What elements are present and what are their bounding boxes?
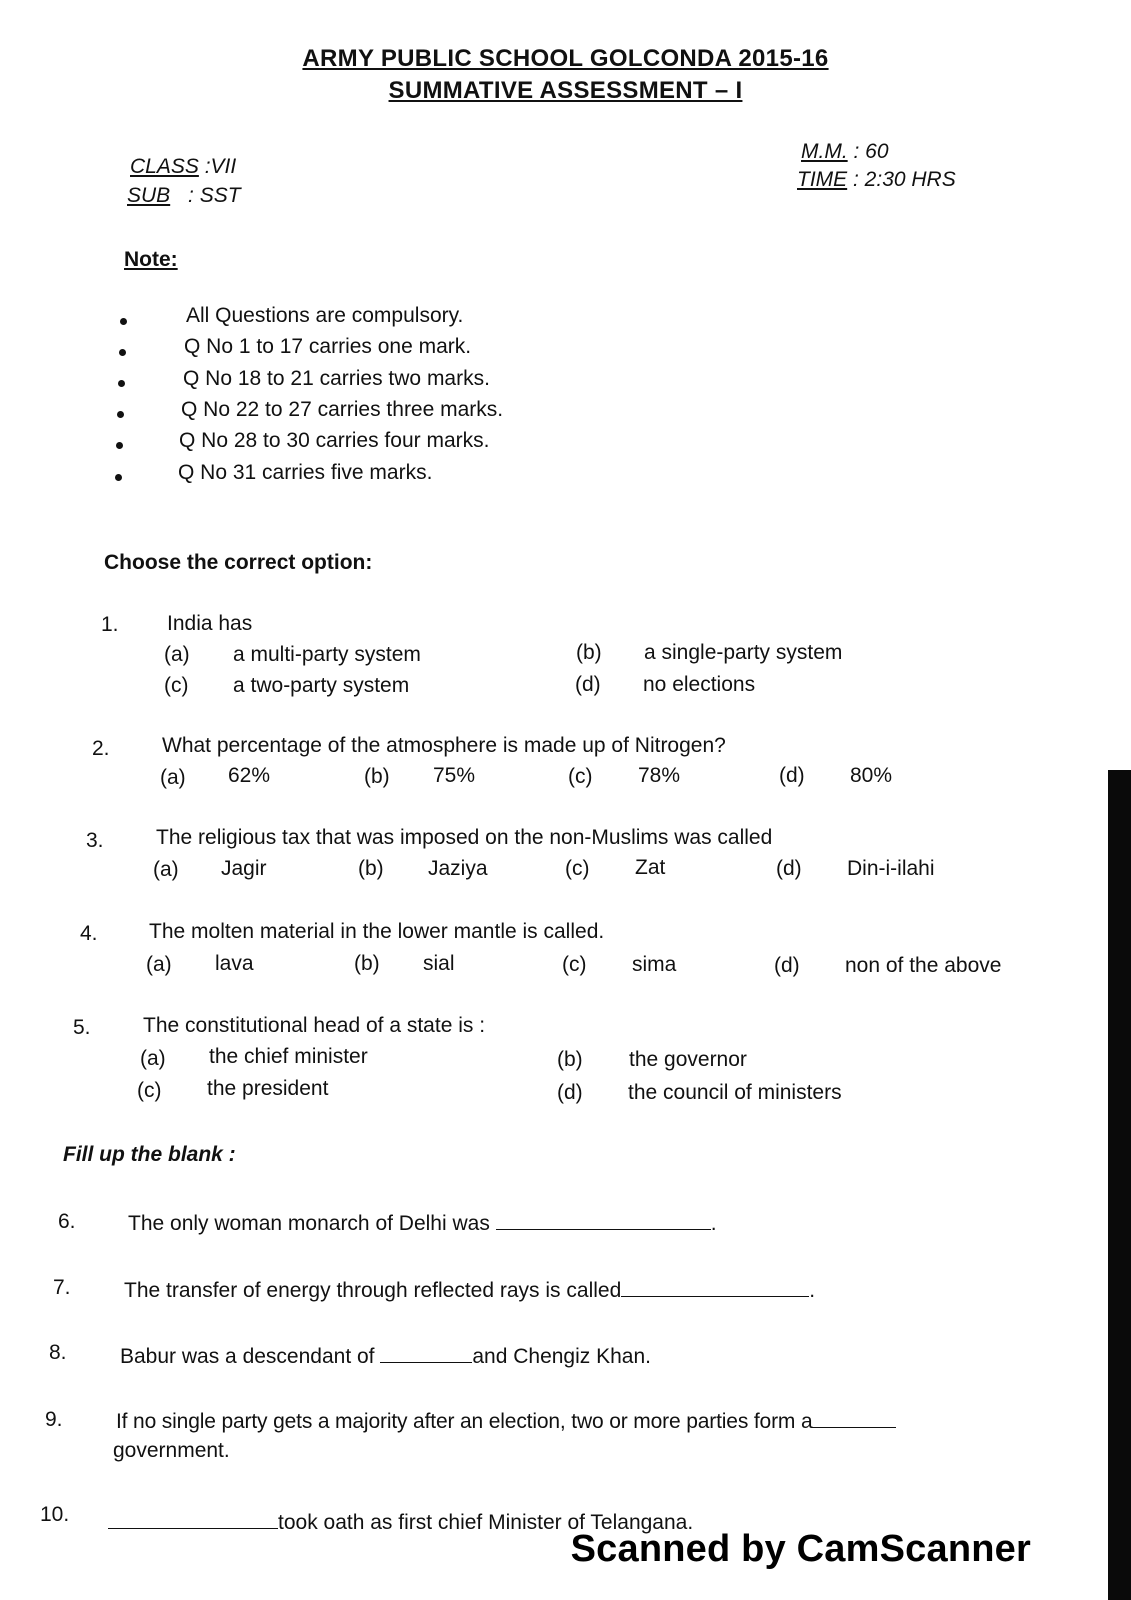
- option-key: (b): [557, 1048, 583, 1071]
- option-text: non of the above: [845, 954, 1002, 977]
- class-line: [130, 155, 236, 179]
- exam-title: SUMMATIVE ASSESSMENT – I: [388, 77, 743, 104]
- option-text: the council of ministers: [628, 1081, 842, 1104]
- question-number: 7.: [53, 1276, 71, 1299]
- class-value: :VII: [204, 155, 237, 178]
- option-key: (a): [153, 858, 179, 881]
- question-text: If no single party gets a majority after an election, two or more parties form a: [116, 1410, 813, 1433]
- option-text: Din-i-ilahi: [847, 857, 935, 880]
- fill-heading: Fill up the blank :: [63, 1143, 236, 1166]
- option-text: a single-party system: [644, 641, 843, 664]
- option-text: lava: [215, 952, 254, 975]
- note-item: Q No 18 to 21 carries two marks.: [183, 367, 490, 390]
- note-item: Q No 31 carries five marks.: [178, 461, 433, 484]
- question-number: 2.: [92, 737, 110, 760]
- option-text: Jagir: [221, 857, 267, 880]
- class-label: CLASS: [130, 155, 199, 178]
- subject-label: SUB: [127, 184, 171, 207]
- option-key: (d): [776, 857, 802, 880]
- bullet-icon: [116, 442, 123, 449]
- question-text: Babur was a descendant of: [120, 1345, 375, 1368]
- question-text: The constitutional head of a state is :: [143, 1014, 486, 1037]
- option-text: sima: [632, 953, 677, 976]
- option-text: Jaziya: [428, 857, 488, 880]
- question-text: The molten material in the lower mantle is called.: [149, 920, 605, 943]
- question-number: 3.: [86, 829, 104, 852]
- camscanner-watermark: Scanned by CamScanner: [570, 1528, 1031, 1570]
- option-key: (c): [164, 674, 189, 697]
- fill-question: [116, 1407, 896, 1434]
- bullet-icon: [115, 474, 122, 481]
- option-key: (c): [565, 857, 590, 880]
- question-number: 10.: [40, 1503, 70, 1526]
- note-item: All Questions are compulsory.: [186, 304, 464, 327]
- option-key: (a): [160, 766, 186, 789]
- option-text: the president: [207, 1077, 329, 1100]
- answer-blank: [108, 1508, 278, 1529]
- time-line: [797, 168, 956, 192]
- question-text-end: .: [710, 1212, 717, 1235]
- question-text-end: .: [809, 1279, 816, 1302]
- subject-line: [127, 184, 241, 208]
- question-number: 8.: [49, 1341, 67, 1364]
- question-text-line2: government.: [113, 1439, 230, 1462]
- option-text: 78%: [638, 764, 681, 787]
- option-text: no elections: [643, 673, 756, 696]
- bullet-icon: [118, 380, 125, 387]
- scan-edge-shadow: [1108, 770, 1131, 1600]
- answer-blank: [621, 1276, 809, 1297]
- note-item: Q No 1 to 17 carries one mark.: [184, 335, 472, 358]
- question-text: India has: [167, 612, 253, 635]
- question-number: 5.: [73, 1016, 91, 1039]
- option-key: (a): [146, 953, 172, 976]
- note-item: Q No 22 to 27 carries three marks.: [181, 398, 504, 421]
- note-label: Note:: [124, 248, 178, 271]
- option-key: (d): [779, 764, 805, 787]
- option-key: (a): [164, 643, 190, 666]
- option-key: (c): [137, 1079, 162, 1102]
- bullet-icon: [120, 318, 127, 325]
- option-key: (a): [140, 1047, 166, 1070]
- option-key: (c): [562, 953, 587, 976]
- option-key: (c): [568, 765, 593, 788]
- marks-line: [801, 140, 889, 164]
- question-number: 4.: [80, 922, 98, 945]
- fill-question: [128, 1209, 717, 1236]
- option-text: Zat: [635, 856, 666, 879]
- marks-value: : 60: [853, 140, 889, 163]
- option-key: (d): [557, 1081, 583, 1104]
- option-text: the chief minister: [209, 1045, 368, 1068]
- time-value: : 2:30 HRS: [853, 168, 956, 191]
- subject-value: : SST: [188, 184, 241, 207]
- option-text: 62%: [228, 764, 271, 787]
- question-number: 9.: [45, 1408, 63, 1431]
- fill-question: [124, 1276, 815, 1303]
- question-number: 6.: [58, 1210, 76, 1233]
- question-text-end: and Chengiz Khan.: [472, 1345, 651, 1368]
- school-title: ARMY PUBLIC SCHOOL GOLCONDA 2015-16: [302, 45, 829, 72]
- mcq-heading: Choose the correct option:: [104, 551, 373, 574]
- bullet-icon: [119, 349, 126, 356]
- option-key: (b): [354, 952, 380, 975]
- question-number: 1.: [101, 613, 119, 636]
- option-text: 80%: [850, 764, 893, 787]
- option-text: a two-party system: [233, 674, 410, 697]
- answer-blank: [496, 1209, 711, 1230]
- answer-blank: [380, 1342, 472, 1363]
- question-text-end: took oath as first chief Minister of Telangana.: [278, 1511, 694, 1534]
- question-text: The only woman monarch of Delhi was: [128, 1212, 490, 1235]
- question-text: What percentage of the atmosphere is made up of Nitrogen?: [162, 734, 726, 757]
- question-text: The religious tax that was imposed on the non-Muslims was called: [156, 826, 773, 849]
- marks-label: M.M.: [801, 140, 848, 163]
- answer-blank: [812, 1407, 896, 1428]
- option-key: (b): [576, 641, 602, 664]
- option-key: (b): [364, 765, 390, 788]
- option-text: a multi-party system: [233, 643, 421, 666]
- fill-question: [120, 1342, 651, 1369]
- time-label: TIME: [797, 168, 848, 191]
- option-key: (d): [774, 954, 800, 977]
- question-text: The transfer of energy through reflected rays is called: [124, 1279, 622, 1302]
- option-text: 75%: [433, 764, 476, 787]
- option-text: the governor: [629, 1048, 747, 1071]
- option-key: (b): [358, 857, 384, 880]
- option-text: sial: [423, 952, 455, 975]
- option-key: (d): [575, 673, 601, 696]
- bullet-icon: [117, 411, 124, 418]
- note-item: Q No 28 to 30 carries four marks.: [179, 429, 490, 452]
